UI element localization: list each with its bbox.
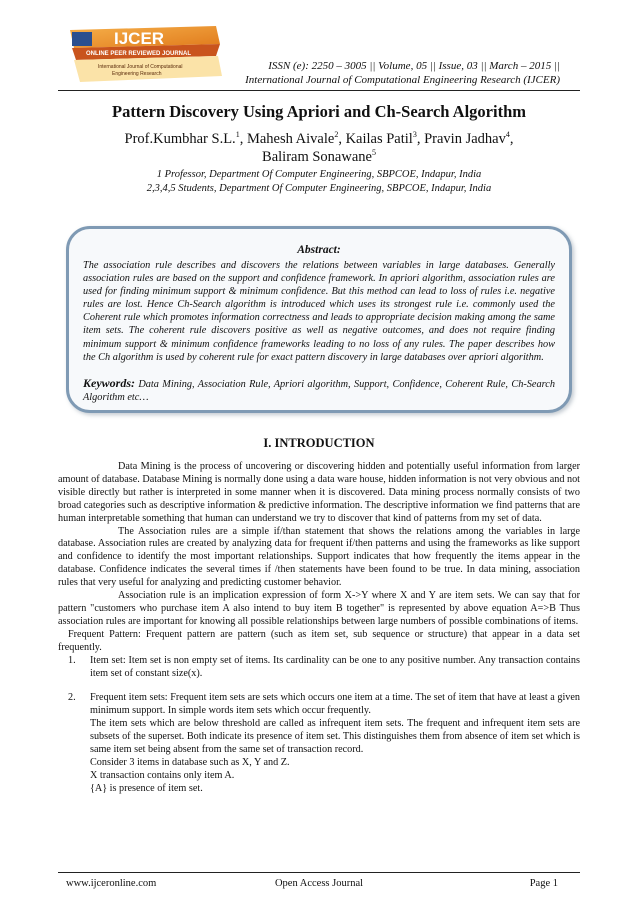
paragraph: Data Mining is the process of uncovering or discovering hidden and potentially useful information from larger amount of database. Database Mining is normally done using a data ware house, hidden information is not very obvious and not visible directly but rather is interpreted in some manner when it is discovered. Data mining process normally consists of two broad categories such as descriptive information & predictive information. The descriptive information we find patterns that are human interpretable something that human can understand we try to discover that kind of patterns from my set of data. bbox=[58, 461, 580, 524]
list-item-number: 1. bbox=[68, 654, 76, 666]
logo-name: IJCER bbox=[114, 29, 165, 48]
list-item-continuation: Consider 3 items in database such as X, Y and Z. bbox=[90, 756, 290, 768]
keywords-text: Data Mining, Association Rule, Apriori algorithm, Support, Confidence, Coherent Rule, Ch-Search Algorithm etc… bbox=[83, 379, 555, 404]
list-item-text: Frequent item sets: Frequent item sets are sets which occurs one item at a time. The set of item that have at least a given minimum support. In simple words item sets which occur frequently. bbox=[90, 692, 580, 717]
logo-tagline: ONLINE PEER REVIEWED JOURNAL bbox=[86, 51, 192, 57]
author-1: Prof.Kumbhar S.L.$^1$, bbox=[124, 130, 247, 147]
paragraph: The Association rules are a simple if/than statement that shows the relations among the variables in large database. Association rules are created by analyzing data for frequent if/then patterns and using the frameworks as like support and confidence to identify the most important relationships. Support indicates that how frequently the items appear in the database. Confidence indicates the several times if /then statements have been found to be true. In data mining, association rules that very useful for analyzing and predicting customer behavior. bbox=[58, 525, 580, 589]
list-item bbox=[68, 655, 580, 681]
journal-header-name: International Journal of Computational Engineering Research (IJCER) bbox=[245, 74, 560, 86]
affiliation-2: 2,3,4,5 Students, Department Of Computer Engineering, SBPCOE, Indapur, India bbox=[146, 183, 492, 194]
logo-subtitle-2: Engineering Research bbox=[112, 71, 162, 77]
footer-website[interactable]: www.ijceronline.com bbox=[66, 878, 157, 889]
author-list bbox=[0, 130, 638, 166]
paper-title: Pattern Discovery Using Apriori and Ch-Search Algorithm bbox=[111, 102, 526, 121]
list-item-number: 2. bbox=[68, 692, 76, 704]
abstract-text: The association rule describes and discovers the relations between variables in large databases. Generally association rules are based on the support and confidence framework. In apriori algorithm, association rules are used for finding minimum support & minimum confidence. But this method can lead to loss of rules i.e. negative rules are lost. Hence Ch-Search algorithm is introduced which uses its strongest rule i.e. commonly used the Coherent rule which promotes information correctness and leads to appropriate decision making among the same item sets. The coherent rule discovers positive as well as negative outcomes, and does not require finding minimum support & minimum confidence frameworks leading to no loss of any rules. The paper describes how the Ch algorithm is used by coherent rule for exact pattern discovery in large databases over apriori algorithm. bbox=[83, 260, 555, 363]
author-2: Mahesh Aivale$^2$, bbox=[246, 130, 346, 147]
paragraph: Association rule is an implication expression of form X->Y where X and Y are item sets. We can say that for pattern "customers who purchase item A also intend to buy item B together" is represented by above equation A=>B Thus association rules are important for knowing all possible relationships between large numbers of possible combinations of items. bbox=[58, 590, 580, 627]
author-3: Kailas Patil$^3$, bbox=[345, 130, 425, 147]
journal-header-issn: ISSN (e): 2250 – 3005 || Volume, 05 || Issue, 03 || March – 2015 || bbox=[268, 60, 560, 72]
abstract-box bbox=[66, 226, 572, 413]
author-5: Baliram Sonawane$^5$ bbox=[262, 148, 376, 165]
footer-divider bbox=[58, 872, 580, 873]
list-item-continuation: {A} is presence of item set. bbox=[90, 782, 203, 794]
header-divider bbox=[58, 90, 580, 91]
logo-graphic bbox=[66, 24, 224, 84]
keywords-label: Keywords: bbox=[83, 376, 135, 390]
author-4: Pravin Jadhav$^4$, bbox=[424, 130, 514, 147]
footer-page-number: Page 1 bbox=[529, 878, 558, 889]
affiliation-1: 1 Professor, Department Of Computer Engineering, SBPCOE, Indapur, India bbox=[156, 169, 482, 180]
body-text bbox=[58, 461, 580, 796]
section-heading: I. INTRODUCTION bbox=[263, 436, 375, 450]
list-item bbox=[68, 692, 580, 718]
list-item-continuation: The item sets which are below threshold are called as infrequent item sets. The frequent and infrequent item sets are subsets of the superset. Both indicate its presence of item set. This distinguishes them from absence of item set which is same item set being absent from the same set of transaction record. bbox=[90, 718, 580, 756]
keywords bbox=[83, 377, 555, 404]
abstract-heading: Abstract: bbox=[297, 244, 341, 256]
paragraph: Frequent Pattern: Frequent pattern are pattern (such as item set, sub sequence or structure) that appear in a data set frequently. bbox=[58, 628, 580, 653]
list-item-continuation: X transaction contains only item A. bbox=[90, 769, 235, 781]
logo-subtitle-1: International Journal of Computational bbox=[98, 64, 183, 70]
journal-logo bbox=[66, 24, 224, 84]
list-item-text: Item set: Item set is non empty set of items. Its cardinality can be one to any positive number. Any transaction contains item set of constant size(x). bbox=[90, 654, 580, 679]
footer-journal-type: Open Access Journal bbox=[274, 878, 364, 889]
spacer bbox=[58, 680, 580, 692]
